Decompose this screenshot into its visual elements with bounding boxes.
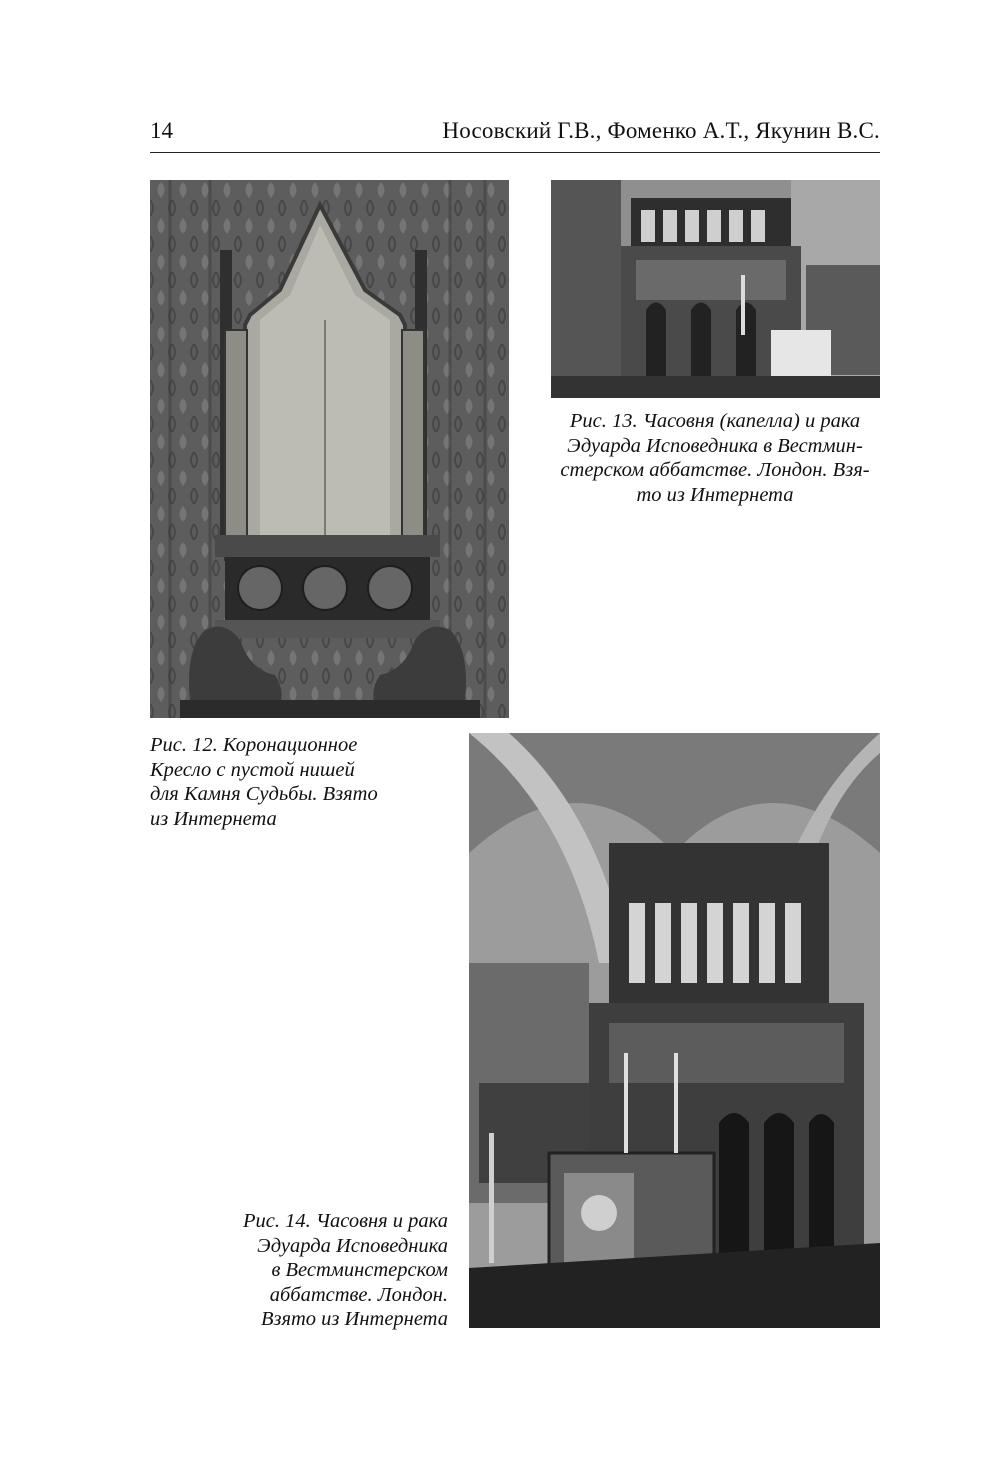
figure-13-caption: Рис. 13. Часовня (капелла) и рака Эдуарда Исповедника в Вестмин- стерском аббатстве. Лондон. Взя- то из Интернета (560, 410, 870, 506)
figure-14-caption: Рис. 14. Часовня и рака Эдуарда Исповедника в Вестминстерском аббатстве. Лондон. Взято из Интернета (242, 1210, 448, 1330)
running-head: Носовский Г.В., Фоменко А.Т., Якунин В.С. (442, 118, 880, 143)
page-number: 14 (150, 118, 173, 143)
coronation-chair-illustration (150, 180, 509, 718)
figure-13-photo (551, 180, 880, 398)
figure-12-caption: Рис. 12. Коронационное Кресло с пустой нишей для Камня Судьбы. Взято из Интернета (150, 734, 378, 830)
chapel-shrine-interior-illustration (469, 733, 880, 1328)
chapel-shrine-illustration (551, 180, 880, 398)
figure-12-photo (150, 180, 509, 718)
figure-14-photo (469, 733, 880, 1328)
page-header (150, 118, 880, 153)
